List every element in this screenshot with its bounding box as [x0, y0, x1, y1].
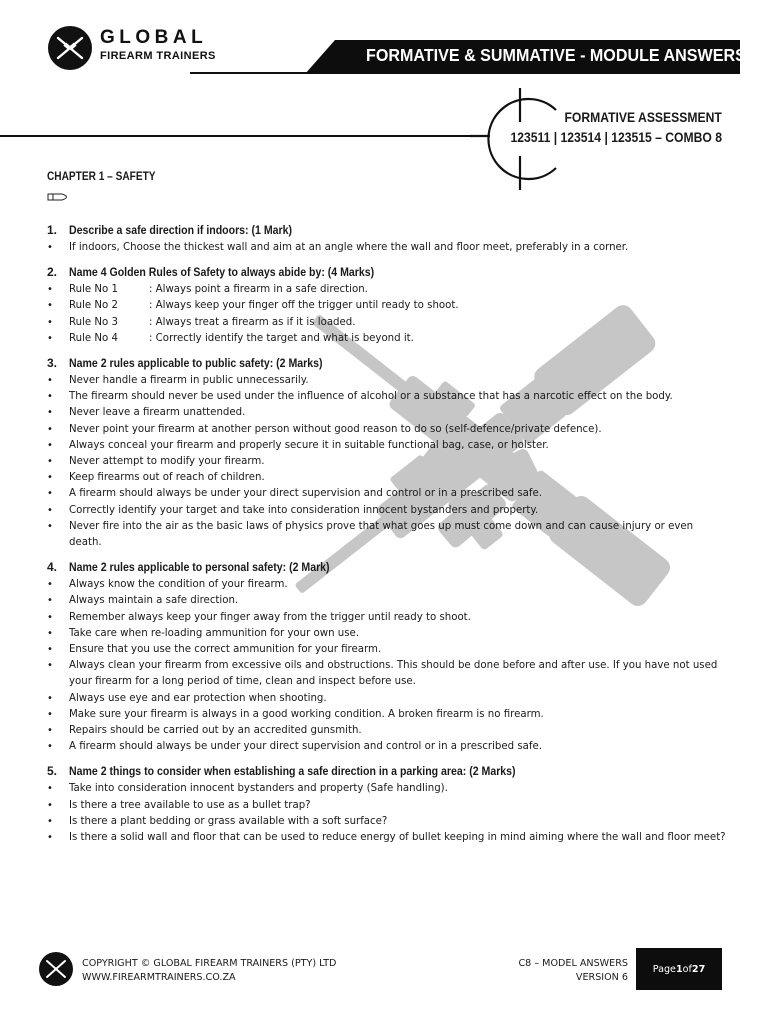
section-divider: [0, 135, 490, 137]
answer-item: • Never attempt to modify your firearm.: [47, 454, 727, 470]
answer-item: • Take care when re-loading ammunition for your own use.: [47, 626, 727, 642]
golden-rule-item: [47, 298, 727, 314]
answer-item: • A firearm should always be under your direct supervision and control or in a prescribed safe.: [47, 486, 727, 502]
footer-website-link[interactable]: WWW.FIREARMTRAINERS.CO.ZA: [82, 972, 236, 983]
question-section-2: [47, 264, 727, 347]
bullet-icon: [47, 192, 73, 202]
footer-copyright-block: [82, 957, 336, 985]
assessment-codes: 123511 | 123514 | 123515 – COMBO 8: [510, 130, 722, 145]
rule-text: : Always keep your finger off the trigger until ready to shoot.: [149, 300, 459, 312]
rule-text: : Always treat a firearm as if it is loaded.: [149, 316, 356, 328]
golden-rule-item: [47, 282, 727, 298]
page-current: 1: [675, 963, 683, 975]
chapter-title: CHAPTER 1 – SAFETY: [47, 171, 156, 183]
question-heading: [47, 222, 727, 238]
answer-item: • Never point your firearm at another person without good reason to do so (self-defence/private defence).: [47, 422, 727, 438]
answer-item: • Remember always keep your finger away from the trigger until ready to shoot.: [47, 610, 727, 626]
footer-doc-info: [518, 957, 628, 985]
header-divider: [190, 72, 325, 74]
brand-name: GLOBAL: [100, 27, 208, 48]
page-total: 27: [691, 963, 706, 975]
answer-item: • Always maintain a safe direction.: [47, 593, 727, 609]
answer-item: • Always clean your firearm from excessive oils and obstructions. This should be done before and after use. If you have not used your firearm for a long period of time, clean and inspect before use.: [47, 658, 727, 690]
golden-rule-item: [47, 331, 727, 347]
answer-item: • Always know the condition of your firearm.: [47, 577, 727, 593]
answer-item: • Always conceal your firearm and properly secure it in suitable functional bag, case, or holster.: [47, 438, 727, 454]
question-section-5: [47, 763, 727, 846]
crossed-rifles-logo-icon: [39, 952, 73, 986]
brand-logo: [48, 26, 92, 70]
question-text: Name 2 rules applicable to public safety: (2 Marks): [69, 356, 323, 371]
question-text: Name 4 Golden Rules of Safety to always abide by: (4 Marks): [69, 265, 375, 280]
question-text: Name 2 rules applicable to personal safety: (2 Mark): [69, 560, 330, 575]
answer-item: • Take into consideration innocent bystanders and property (Safe handling).: [47, 781, 727, 797]
answer-item: • Is there a plant bedding or grass available with a soft surface?: [47, 814, 727, 830]
question-heading: [47, 559, 727, 575]
question-number: 1.: [47, 223, 58, 237]
question-heading: [47, 264, 727, 280]
answer-item: • Keep firearms out of reach of children.: [47, 470, 727, 486]
question-heading: [47, 763, 727, 779]
footer-version: VERSION 6: [575, 972, 628, 983]
answer-item: • Repairs should be carried out by an accredited gunsmith.: [47, 723, 727, 739]
answers-content: [47, 222, 727, 854]
question-section-4: [47, 559, 727, 755]
answer-item: • Ensure that you use the correct ammunition for your firearm.: [47, 642, 727, 658]
brand-subtitle: FIREARM TRAINERS: [100, 50, 216, 62]
header-banner-text: FORMATIVE & SUMMATIVE - MODULE ANSWERS: [366, 45, 746, 65]
question-text: Name 2 things to consider when establishing a safe direction in a parking area: (2 Marks): [69, 764, 516, 779]
answer-item: • Never leave a firearm unattended.: [47, 405, 727, 421]
page-prefix: Page: [652, 963, 676, 975]
answer-item: • If indoors, Choose the thickest wall and aim at an angle where the wall and floor meet, preferably in a corner.: [47, 240, 727, 256]
page-indicator: [636, 948, 722, 990]
answer-item: • Is there a solid wall and floor that can be used to reduce energy of bullet keeping in mind aiming where the wall and floor meet?: [47, 830, 727, 846]
answer-item: • Make sure your firearm is always in a good working condition. A broken firearm is no firearm.: [47, 707, 727, 723]
rule-label: Rule No 3: [69, 316, 118, 328]
answer-item: • Always use eye and ear protection when shooting.: [47, 691, 727, 707]
rule-label: Rule No 1: [69, 284, 118, 296]
question-number: 2.: [47, 265, 58, 280]
crossed-rifles-logo-icon: [48, 26, 92, 70]
answer-item: • Never handle a firearm in public unnecessarily.: [47, 373, 727, 389]
question-section-1: [47, 222, 727, 256]
answer-item: • Correctly identify your target and take into consideration innocent bystanders and property.: [47, 503, 727, 519]
answer-item: • Never fire into the air as the basic laws of physics prove that what goes up must come down and can cause injury or even death.: [47, 519, 727, 551]
question-number: 4.: [47, 560, 58, 575]
question-text: Describe a safe direction if indoors: (1 Mark): [69, 223, 292, 237]
answer-item: • A firearm should always be under your direct supervision and control or in a prescribed safe.: [47, 739, 727, 755]
rule-label: Rule No 2: [69, 300, 118, 312]
question-section-3: [47, 355, 727, 551]
rule-text: : Always point a firearm in a safe direction.: [149, 284, 368, 296]
question-number: 3.: [47, 356, 58, 371]
answer-item: • Is there a tree available to use as a bullet trap?: [47, 798, 727, 814]
footer-copyright: COPYRIGHT © GLOBAL FIREARM TRAINERS (PTY) LTD: [82, 958, 337, 969]
rule-text: : Correctly identify the target and what is beyond it.: [149, 332, 414, 344]
question-heading: [47, 355, 727, 371]
page-sep: of: [682, 963, 692, 975]
question-number: 5.: [47, 764, 58, 779]
answer-item: • The firearm should never be used under the influence of alcohol or a substance that has a narcotic effect on the body.: [47, 389, 727, 405]
golden-rule-item: [47, 315, 727, 331]
assessment-title: FORMATIVE ASSESSMENT: [564, 110, 722, 125]
rule-label: Rule No 4: [69, 332, 118, 344]
footer-doc-label: C8 – MODEL ANSWERS: [518, 958, 628, 969]
footer-logo: [39, 952, 73, 986]
